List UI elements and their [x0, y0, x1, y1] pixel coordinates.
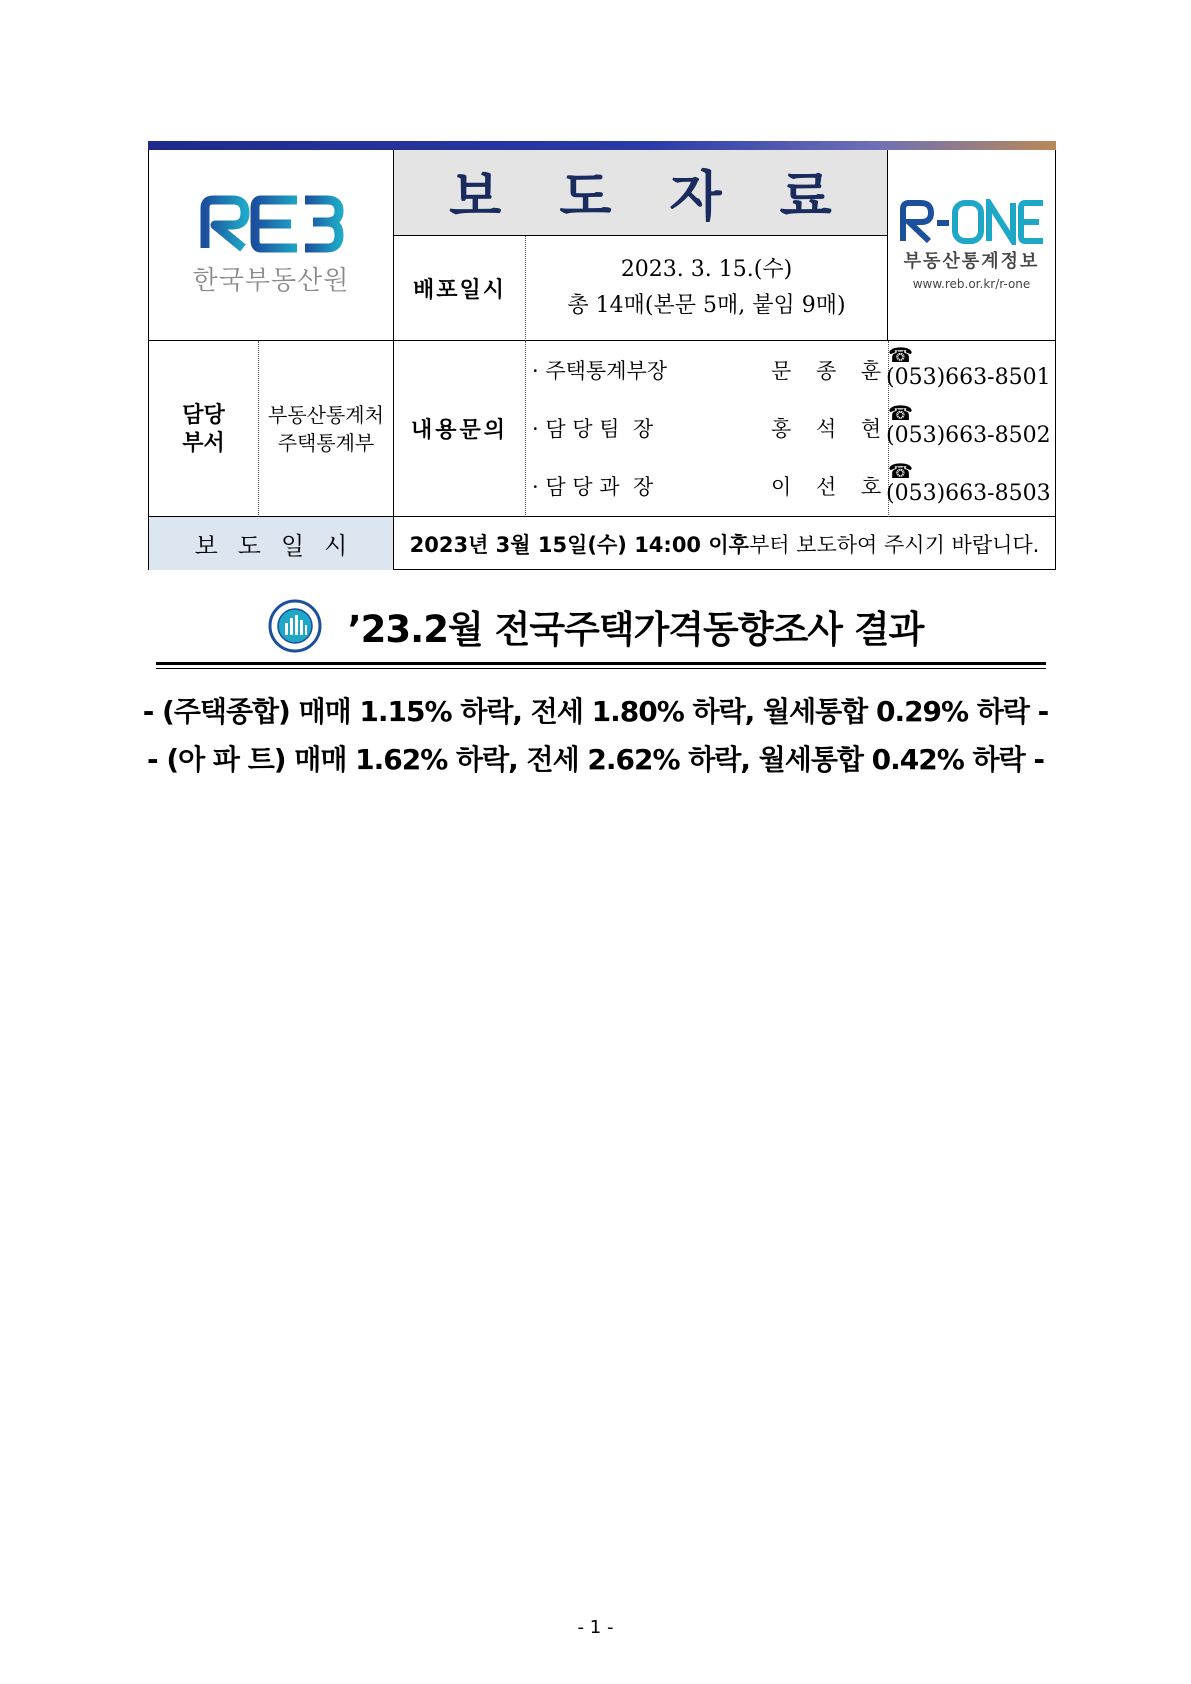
department-value-line2: 주택통계부: [277, 430, 375, 455]
inquiry-contact-list: [526, 341, 1055, 517]
r-one-logo-mark: [897, 199, 1047, 245]
distribution-value: [526, 236, 888, 341]
r-one-subtitle: 부동산통계정보: [903, 251, 1040, 272]
department-label-line2: 부서: [182, 429, 225, 456]
subhead-housing-total: - (주택종합) 매매 1.15% 하락, 전세 1.80% 하락, 월세통합 0.29% 하락 -: [142, 695, 1049, 728]
contact-name: 이 선 호: [771, 475, 891, 499]
page-number: - 1 -: [577, 1617, 614, 1638]
contact-name: 홍 석 현: [771, 417, 891, 441]
distribution-pages: 총 14매(본문 5매, 붙임 9매): [567, 293, 846, 318]
document-title-cell: [394, 150, 888, 236]
distribution-date: 2023. 3. 15.(수): [620, 257, 793, 282]
contact-phone: (053)663-8503: [886, 481, 1051, 506]
reb-logo: [149, 150, 394, 341]
phone-icon: ☎: [888, 459, 913, 483]
headline-rule: [156, 662, 1046, 665]
contact-role: · 주택통계부장: [532, 359, 668, 383]
r-one-logo: [888, 150, 1055, 341]
contact-role: · 담 당 팀 장: [532, 417, 654, 441]
inquiry-label: 내용문의: [394, 341, 526, 517]
department-value-line1: 부동산통계처: [268, 402, 384, 427]
contact-row: [526, 457, 1055, 515]
subhead-apartment: - (아 파 트) 매매 1.62% 하락, 전세 2.62% 하락, 월세통합 0.42% 하락 -: [146, 743, 1045, 776]
contact-role: · 담 당 과 장: [532, 475, 654, 499]
contact-row: [526, 341, 1055, 399]
document-title: 보도자료: [449, 165, 890, 228]
contact-phone: (053)663-8502: [886, 423, 1051, 448]
distribution-label: 배포일시: [394, 236, 526, 341]
phone-icon: ☎: [888, 343, 913, 367]
department-value: [259, 341, 394, 517]
release-label: 보도일시: [149, 517, 394, 570]
contact-name: 문 종 훈: [771, 359, 891, 383]
org-name: 한국부동산원: [192, 265, 350, 296]
headline-rule-thin: [156, 668, 1046, 669]
release-datetime: 2023년 3월 15일(수) 14:00 이후: [409, 532, 749, 557]
department-label: [149, 341, 259, 517]
department-label-line1: 담당: [182, 401, 225, 428]
r-one-url: www.reb.or.kr/r-one: [912, 277, 1031, 291]
release-note: 부터 보도하여 주시기 바랍니다.: [748, 532, 1040, 557]
press-release-header: [148, 150, 1056, 570]
phone-icon: ☎: [888, 401, 913, 425]
contact-row: [526, 399, 1055, 457]
headline: ’23.2월 전국주택가격동향조사 결과: [347, 608, 924, 651]
header-top-bar: [148, 141, 1056, 150]
contact-phone: (053)663-8501: [886, 365, 1051, 390]
reb-logo-mark: [199, 194, 344, 254]
release-value: [394, 517, 1055, 570]
headline-row: [0, 598, 1191, 654]
national-statistics-seal-icon: [268, 599, 322, 653]
